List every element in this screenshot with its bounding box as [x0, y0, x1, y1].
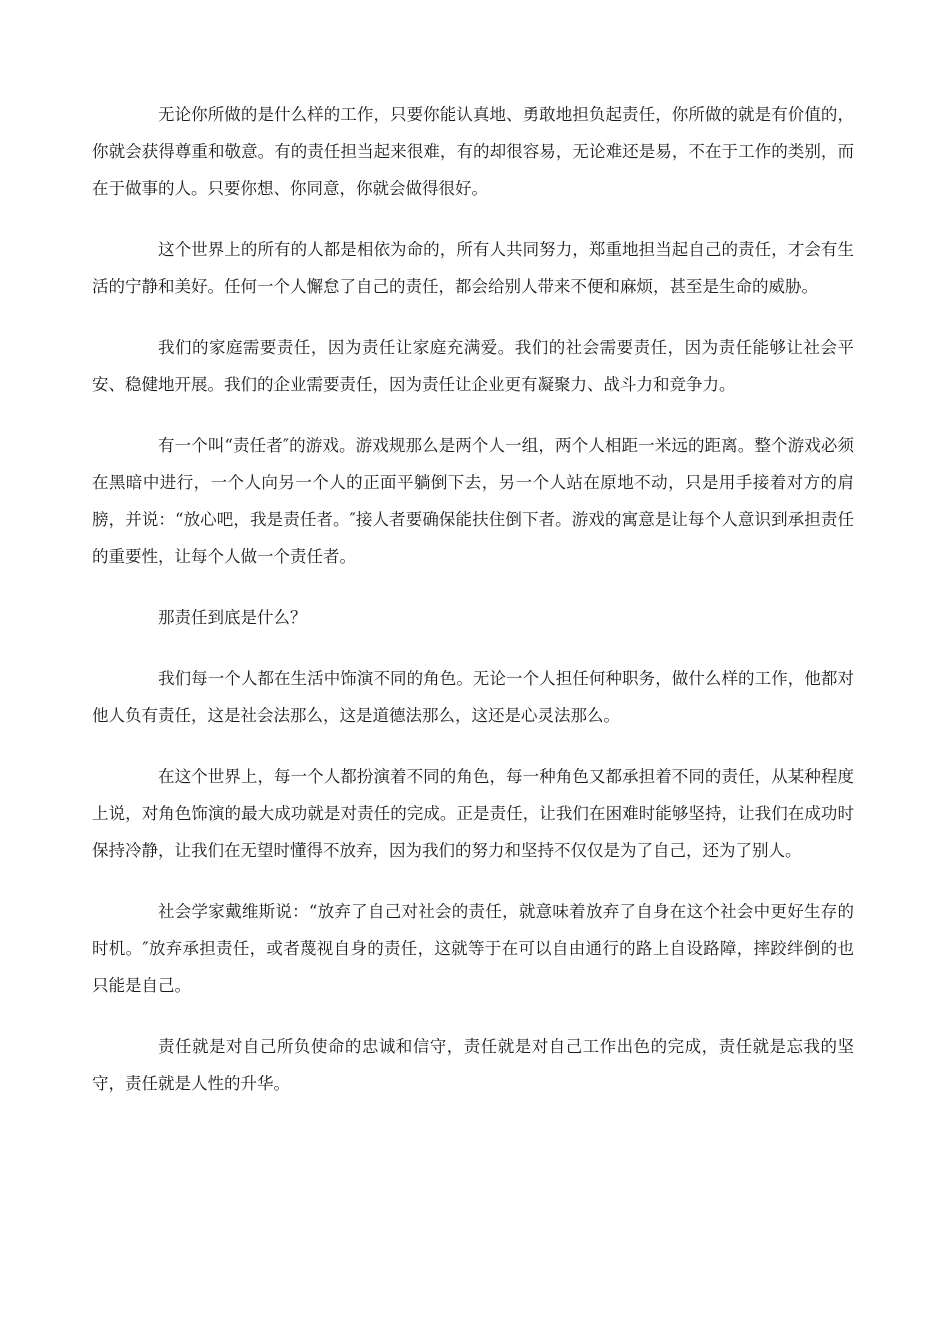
paragraph-8: 社会学家戴维斯说：“放弃了自己对社会的责任，就意味着放弃了自身在这个社会中更好生存的时机。″放弃承担责任，或者蔑视自身的责任，这就等于在可以自由通行的路上自设路障，摔跤绊倒的也只能是自己。 — [92, 902, 854, 995]
paragraph-9: 责任就是对自己所负使命的忠诚和信守，责任就是对自己工作出色的完成，责任就是忘我的坚守，责任就是人性的升华。 — [92, 1037, 854, 1093]
paragraph-3: 我们的家庭需要责任，因为责任让家庭充满爱。我们的社会需要责任，因为责任能够让社会平安、稳健地开展。我们的企业需要责任，因为责任让企业更有凝聚力、战斗力和竞争力。 — [92, 338, 854, 394]
paragraph-2: 这个世界上的所有的人都是相依为命的，所有人共同努力，郑重地担当起自己的责任，才会有生活的宁静和美好。任何一个人懈怠了自己的责任，都会给别人带来不便和麻烦，甚至是生命的威胁。 — [92, 240, 854, 296]
paragraph-1: 无论你所做的是什么样的工作，只要你能认真地、勇敢地担负起责任，你所做的就是有价值的，你就会获得尊重和敬意。有的责任担当起来很难，有的却很容易，无论难还是易，不在于工作的类别，而在于做事的人。只要你想、你同意，你就会做得很好。 — [92, 105, 854, 198]
paragraph-6: 我们每一个人都在生活中饰演不同的角色。无论一个人担任何种职务，做什么样的工作，他都对他人负有责任，这是社会法那么，这是道德法那么，这还是心灵法那么。 — [92, 669, 854, 725]
paragraph-5: 那责任到底是什么？ — [158, 608, 307, 627]
paragraph-4: 有一个叫“责任者″的游戏。游戏规那么是两个人一组，两个人相距一米远的距离。整个游戏必须在黑暗中进行，一个人向另一个人的正面平躺倒下去，另一个人站在原地不动，只是用手接着对方的肩膀，并说：“放心吧，我是责任者。″接人者要确保能扶住倒下者。游戏的寓意是让每个人意识到承担责任的重要性，让每个人做一个责任者。 — [92, 436, 854, 566]
paragraph-7: 在这个世界上，每一个人都扮演着不同的角色，每一种角色又都承担着不同的责任，从某种程度上说，对角色饰演的最大成功就是对责任的完成。正是责任，让我们在困难时能够坚持，让我们在成功时保持冷静，让我们在无望时懂得不放弃，因为我们的努力和坚持不仅仅是为了自己，还为了别人。 — [92, 767, 854, 860]
document-body — [92, 96, 854, 1126]
